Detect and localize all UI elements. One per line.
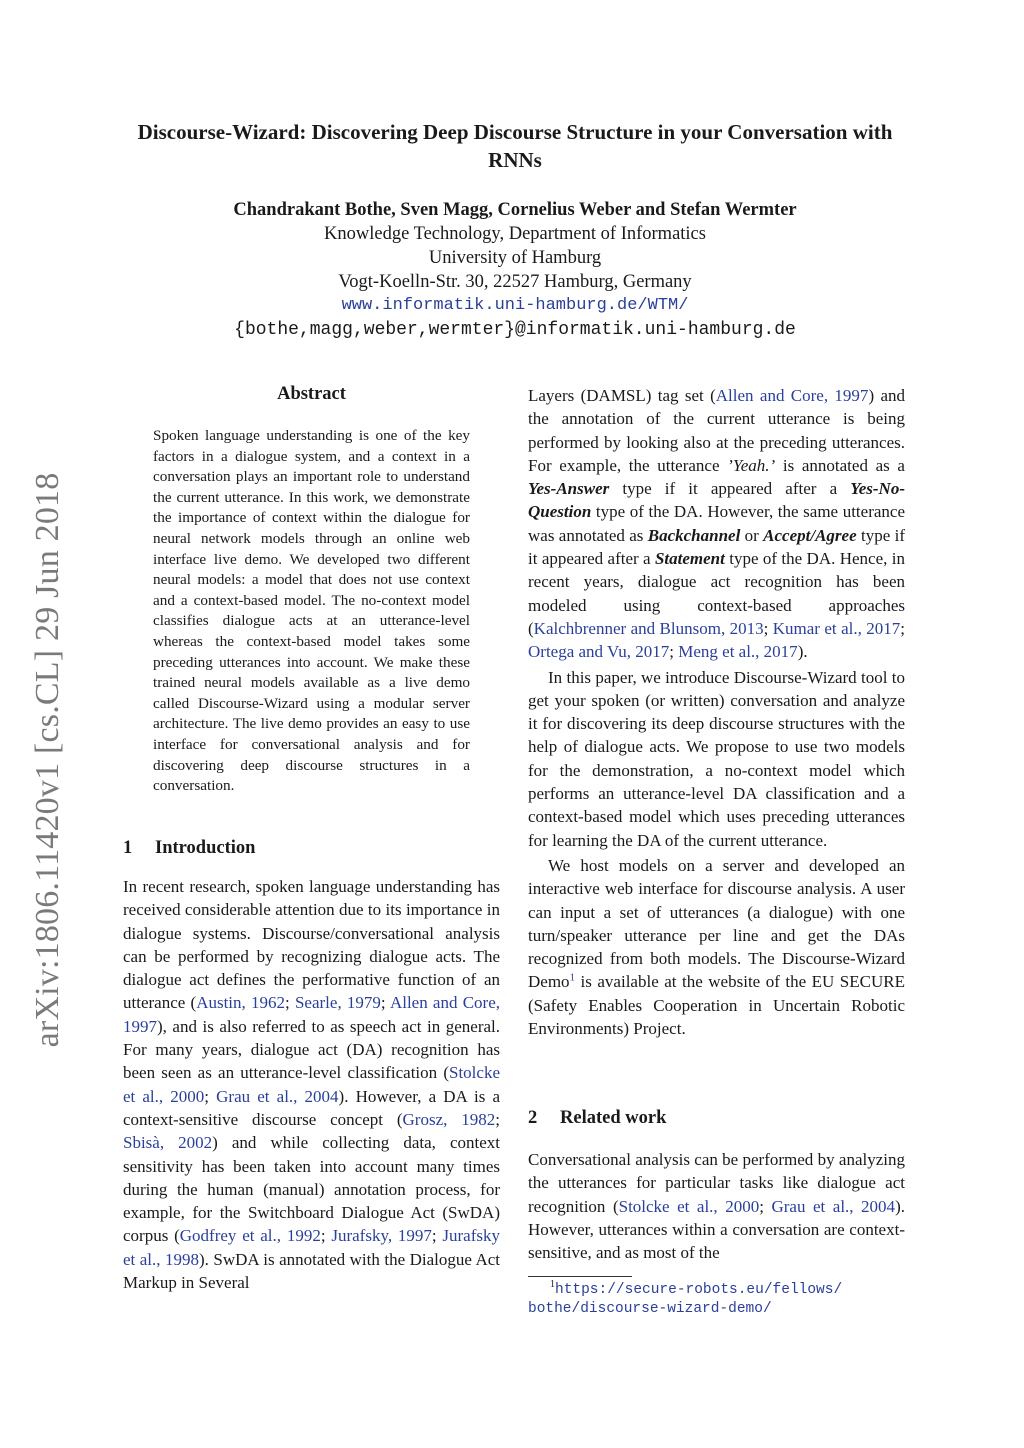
citation-link[interactable]: Jurafsky et al., 1998 bbox=[123, 1226, 500, 1269]
footnote-number: 1 bbox=[550, 1279, 555, 1291]
citation-link[interactable]: Grau et al., 2004 bbox=[216, 1086, 339, 1106]
citation-link[interactable]: Kumar et al., 2017 bbox=[772, 618, 901, 638]
affiliation-website-link[interactable]: www.informatik.uni-hamburg.de/WTM/ bbox=[341, 296, 689, 315]
da-label: Yes-Answer bbox=[528, 479, 610, 499]
body-text: ; bbox=[380, 993, 390, 1013]
section-title: Introduction bbox=[155, 838, 256, 858]
related-paragraph-1 bbox=[528, 1148, 905, 1264]
example-utterance: ’Yeah.’ bbox=[727, 455, 776, 475]
paper-title: Discourse-Wizard: Discovering Deep Discourse Structure in your Conversation with RNNs bbox=[137, 120, 893, 172]
footnote-url-line-2[interactable]: bothe/discourse-wizard-demo/ bbox=[528, 1301, 772, 1317]
citation-link[interactable]: Jurafsky, 1997 bbox=[331, 1226, 432, 1246]
da-label: Backchannel bbox=[647, 525, 741, 545]
affiliation-dept: Knowledge Technology, Department of Informatics bbox=[324, 224, 706, 244]
citation-link[interactable]: Austin, 1962 bbox=[196, 993, 286, 1013]
author-list: Chandrakant Bothe, Sven Magg, Cornelius Weber and Stefan Wermter bbox=[233, 200, 797, 220]
section-number: 2 bbox=[528, 1108, 538, 1128]
body-text: ) and while collecting data, context sensitivity has been taken into account many times during the human (manual) annotation process, for example, for the Switchboard Dialogue Act (SwDA) corpus ( bbox=[123, 1133, 500, 1246]
citation-link[interactable]: Grau et al., 2004 bbox=[771, 1196, 896, 1216]
da-label: Accept/Agree bbox=[763, 525, 857, 545]
body-text: ; bbox=[431, 1226, 443, 1246]
footnote-marker[interactable]: 1 bbox=[569, 971, 576, 984]
body-text: ; bbox=[495, 1109, 500, 1129]
body-text: ). bbox=[797, 642, 808, 662]
body-text: Layers (DAMSL) tag set ( bbox=[528, 386, 716, 405]
intro-paragraph-1 bbox=[123, 875, 500, 1294]
section-title: Related work bbox=[560, 1108, 667, 1128]
intro-paragraph-1-continued bbox=[528, 384, 905, 664]
body-text: ), and is also referred to as speech act in general. For many years, dialogue act (DA) recognition has been seen as an utterance-level classification ( bbox=[123, 1016, 500, 1083]
body-text: ; bbox=[763, 618, 773, 638]
body-text: ) and the annotation of the current utterance is being performed by looking also at the preceding utterances. For example, the utterance bbox=[528, 386, 905, 475]
body-text: ; bbox=[900, 618, 905, 638]
citation-link[interactable]: Grosz, 1982 bbox=[402, 1109, 496, 1129]
body-text: ). However, a DA is a context-sensitive discourse concept ( bbox=[123, 1086, 500, 1129]
body-text: or bbox=[740, 525, 764, 545]
body-text: In recent research, spoken language understanding has received considerable attention due to its importance in dialogue systems. Discourse/conversational analysis can be performed by recognizing dialogue acts. The dialogue act defines the performative function of an utterance ( bbox=[123, 877, 500, 1013]
citation-link[interactable]: Kalchbrenner and Blunsom, 2013 bbox=[533, 618, 764, 638]
author-emails: {bothe,magg,weber,wermter}@informatik.uni-hamburg.de bbox=[234, 320, 796, 340]
abstract-text: Spoken language understanding is one of the key factors in a dialogue system, and a context in a conversation plays an important role to understand the current utterance. In this work, we demonstrate the importance of context within the dialogue for neural network models through an online web interface live demo. We developed two different neural models: a model that does not use context and a context-based model. The no-context model classifies dialogue acts at an utterance-level whereas the context-based model takes some preceding utterances into account. We make these trained neural models available as a live demo called Discourse-Wizard using a modular server architecture. The live demo provides an easy to use interface for conversational analysis and for discovering deep discourse structures in a conversation. bbox=[153, 427, 470, 795]
body-text: ). SwDA is annotated with the Dialogue Act Markup in Several bbox=[123, 1249, 500, 1293]
arxiv-stamp bbox=[18, 460, 78, 1060]
body-text: type of the DA. However, the same utterance was annotated as bbox=[528, 502, 905, 545]
footnote bbox=[528, 1280, 908, 1319]
intro-paragraph-3 bbox=[528, 854, 905, 1040]
body-text: ; bbox=[759, 1196, 772, 1216]
body-text: Conversational analysis can be performed by analyzing the utterances for particular tasks like dialogue act recognition ( bbox=[528, 1150, 905, 1216]
footnote-url-line-1[interactable]: https://secure-robots.eu/fellows/ bbox=[555, 1282, 843, 1298]
citation-link[interactable]: Stolcke et al., 2000 bbox=[618, 1196, 760, 1216]
section-heading-related-work bbox=[528, 1108, 905, 1129]
body-text: ; bbox=[320, 1226, 332, 1246]
arxiv-stamp-text: arXiv:1806.11420v1 [cs.CL] 29 Jun 2018 bbox=[29, 472, 66, 1048]
intro-right-column bbox=[528, 384, 905, 1040]
footnote-rule bbox=[528, 1276, 632, 1277]
citation-link[interactable]: Meng et al., 2017 bbox=[678, 642, 798, 662]
body-text: type if it appeared after a bbox=[609, 479, 851, 499]
citation-link[interactable]: Sbisà, 2002 bbox=[123, 1133, 213, 1153]
affiliation-address: Vogt-Koelln-Str. 30, 22527 Hamburg, Germany bbox=[338, 272, 692, 292]
section-number: 1 bbox=[123, 838, 133, 858]
abstract-heading: Abstract bbox=[277, 384, 346, 404]
citation-link[interactable]: Searle, 1979 bbox=[294, 993, 381, 1013]
affiliation-university: University of Hamburg bbox=[428, 248, 602, 268]
body-text: type if it appeared after a bbox=[528, 525, 905, 569]
da-label: Yes-No-Question bbox=[528, 479, 905, 522]
citation-link[interactable]: Godfrey et al., 1992 bbox=[179, 1226, 321, 1246]
citation-link[interactable]: Allen and Core, 1997 bbox=[123, 993, 500, 1036]
citation-link[interactable]: Allen and Core, 1997 bbox=[715, 386, 869, 405]
body-text: We host models on a server and developed an interactive web interface for discourse analysis. A user can input a set of utterances (a dialogue) with one turn/speaker utterance per line and get the DAs recognized from both models. The Discourse-Wizard Demo bbox=[528, 855, 905, 992]
body-text: ; bbox=[285, 993, 295, 1013]
body-text: type of the DA. Hence, in recent years, dialogue act recognition has been modeled using context-based approaches ( bbox=[528, 549, 905, 638]
citation-link[interactable]: Stolcke et al., 2000 bbox=[123, 1063, 500, 1106]
da-label: Statement bbox=[654, 549, 725, 569]
body-text: is available at the website of the EU SECURE (Safety Enables Cooperation in Uncertain Robotic Environments) Project. bbox=[528, 972, 905, 1039]
body-text: is annotated as a bbox=[775, 455, 905, 475]
citation-link[interactable]: Ortega and Vu, 2017 bbox=[528, 642, 670, 662]
body-text: ). However, utterances within a conversation are context-sensitive, and as most of the bbox=[528, 1196, 905, 1263]
section-heading-introduction bbox=[123, 838, 500, 859]
intro-paragraph-2: In this paper, we introduce Discourse-Wizard tool to get your spoken (or written) conversation and analyze it for discovering its deep discourse structures with the help of dialogue acts. We propose to use two models for the demonstration, a no-context model which performs an utterance-level DA classification and a context-based model which uses preceding utterances for learning the DA of the current utterance. bbox=[528, 667, 905, 850]
body-text: ; bbox=[204, 1086, 217, 1106]
body-text: ; bbox=[669, 642, 679, 662]
